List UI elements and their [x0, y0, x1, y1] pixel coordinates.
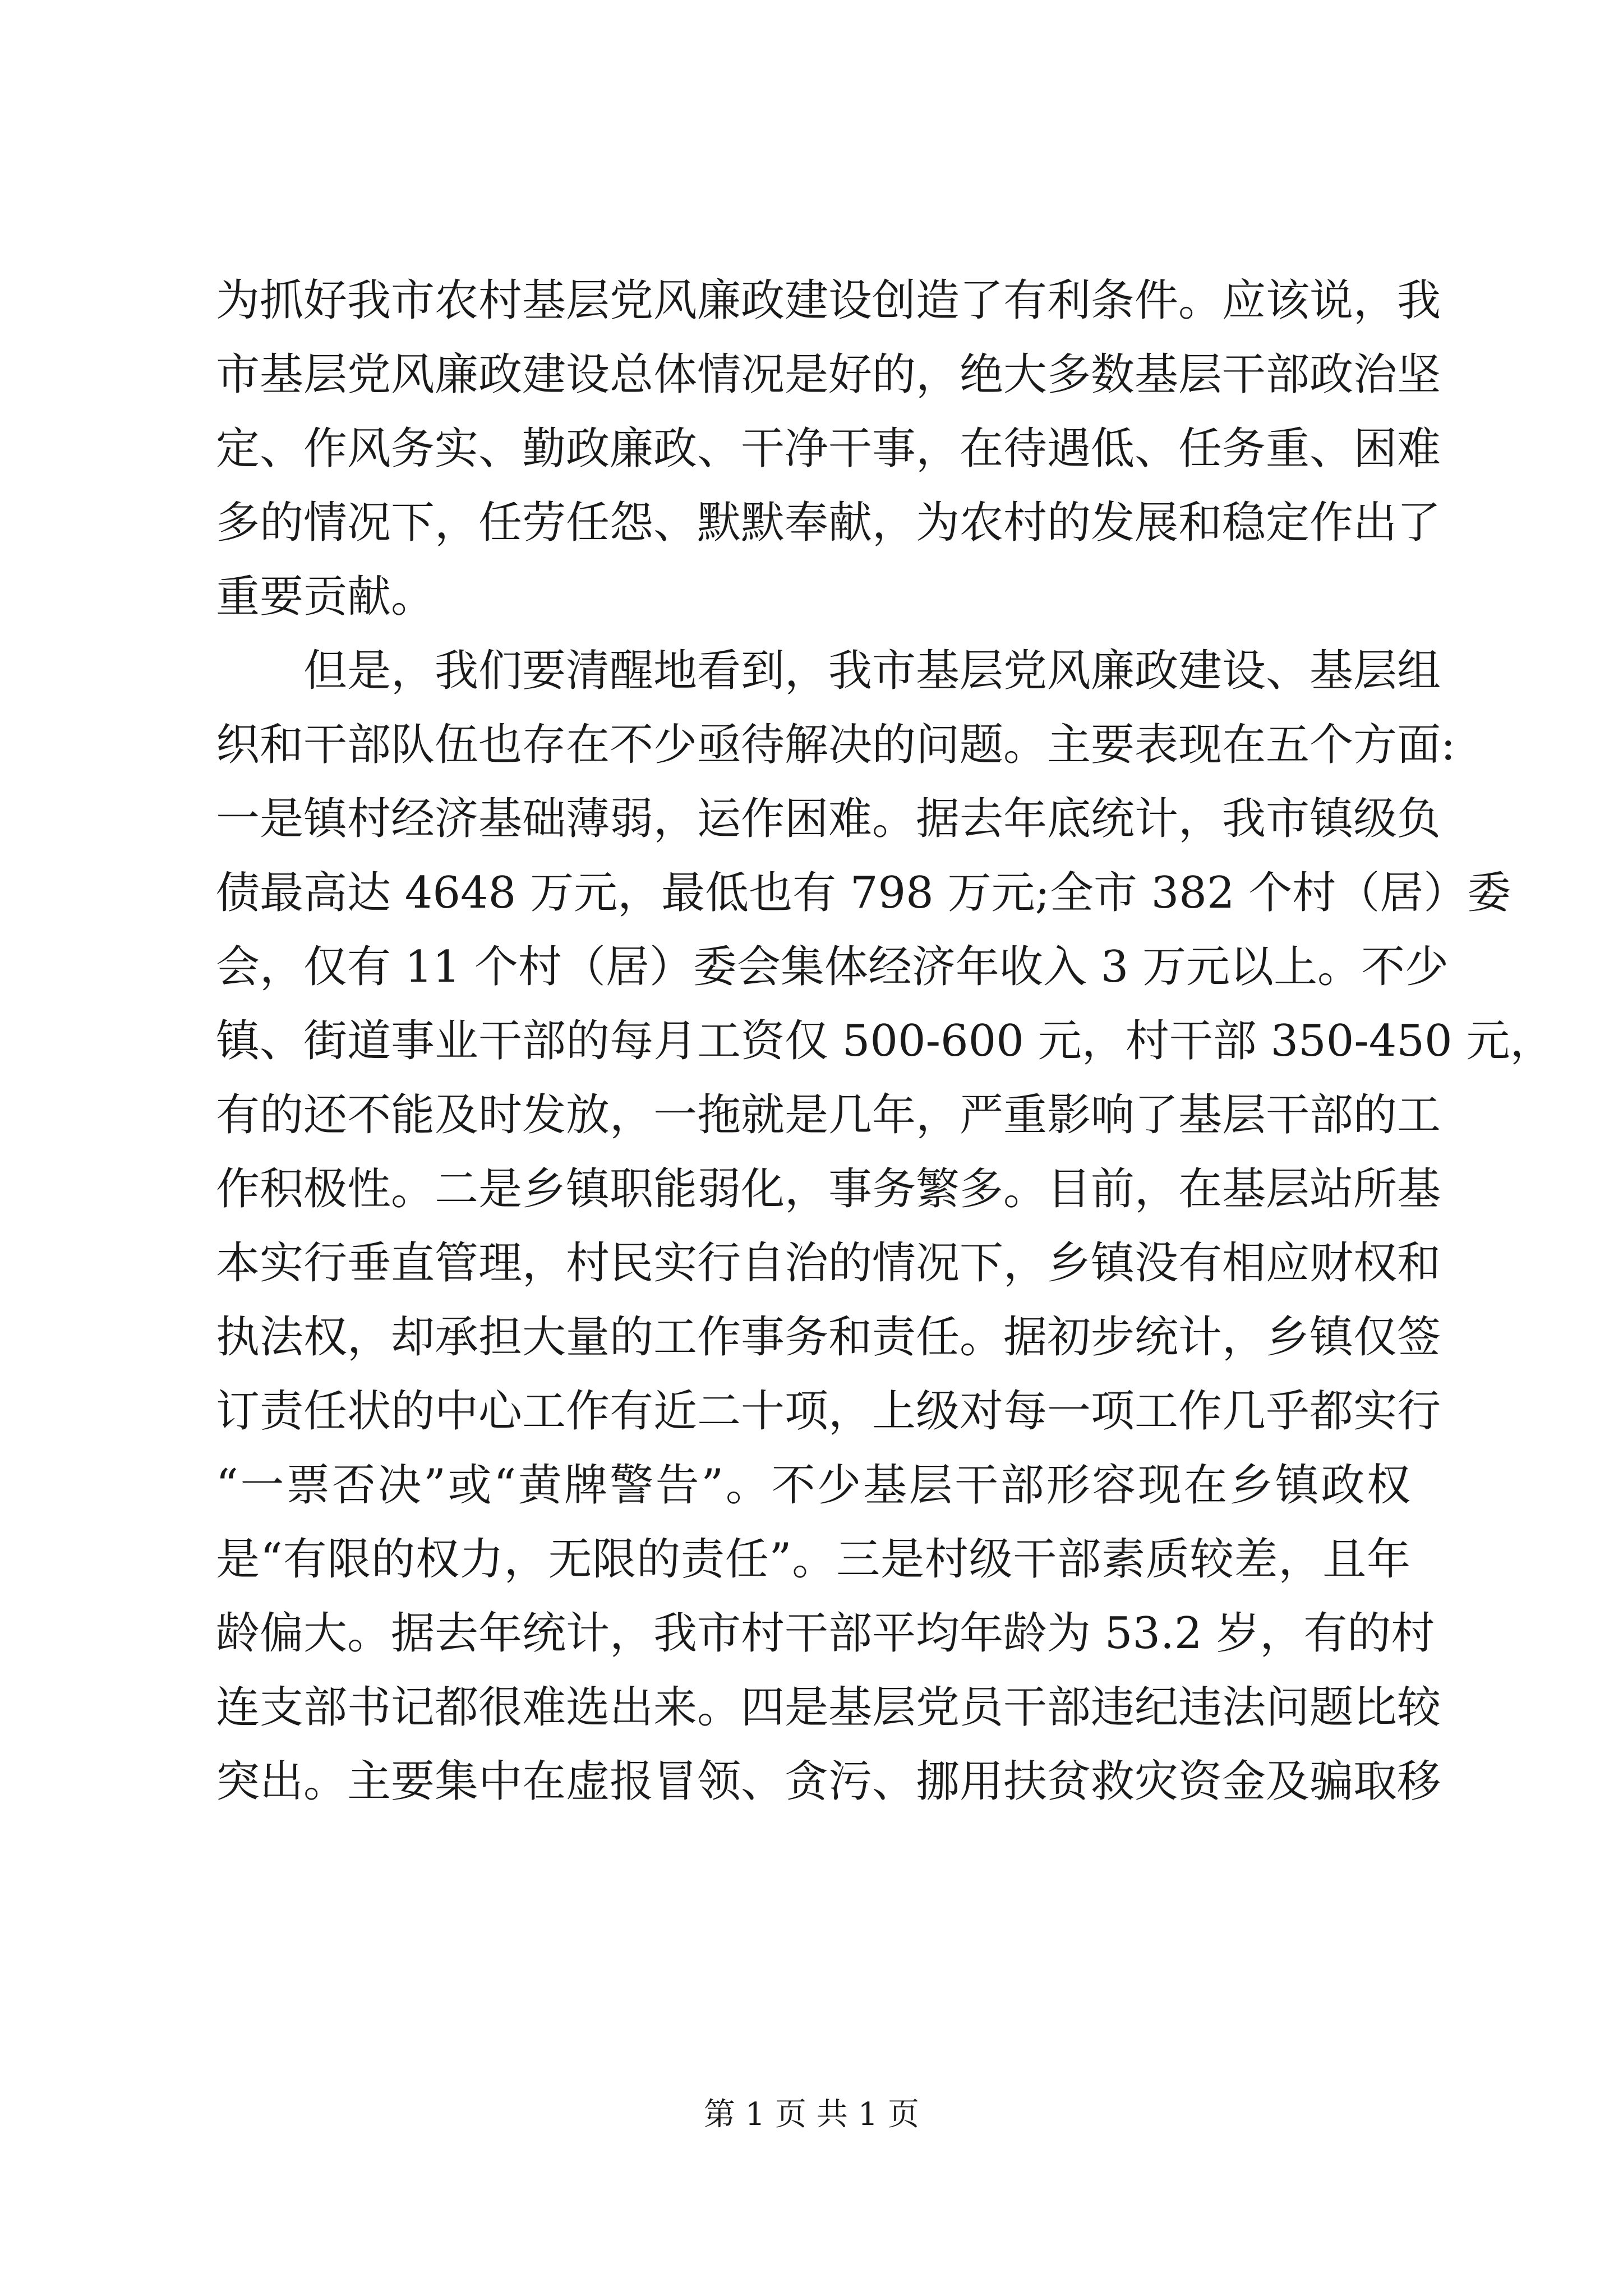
text-line: 一是镇村经济基础薄弱，运作困难。据去年底统计，我市镇级负: [216, 794, 1441, 844]
text-line: 本实行垂直管理，村民实行自治的情况下，乡镇没有相应财权和: [216, 1238, 1441, 1289]
text-line: 会，仅有 11 个村（居）委会集体经济年收入 3 万元以上。不少: [216, 942, 1449, 992]
text-line: 重要贡献。: [216, 572, 435, 622]
text-line: 是“有限的权力，无限的责任”。三是村级干部素质较差，且年: [216, 1534, 1410, 1585]
text-line: 多的情况下，任劳任怨、默默奉献，为农村的发展和稳定作出了: [216, 498, 1441, 548]
text-line: 镇、街道事业干部的每月工资仅 500-600 元，村干部 350-450 元，: [216, 1016, 1554, 1066]
text-line: 执法权，却承担大量的工作事务和责任。据初步统计，乡镇仅签: [216, 1312, 1441, 1363]
page-number: 第 1 页 共 1 页: [703, 2096, 920, 2133]
text-line: 有的还不能及时发放，一拖就是几年，严重影响了基层干部的工: [216, 1090, 1441, 1140]
text-line: 订责任状的中心工作有近二十项，上级对每一项工作几乎都实行: [216, 1386, 1441, 1437]
text-line: 定、作风务实、勤政廉政、干净干事，在待遇低、任务重、困难: [216, 424, 1441, 474]
text-line: 突出。主要集中在虚报冒领、贪污、挪用扶贫救灾资金及骗取移: [216, 1756, 1441, 1807]
text-line: 织和干部队伍也存在不少亟待解决的问题。主要表现在五个方面:: [216, 720, 1456, 770]
text-line: “一票否决”或“黄牌警告”。不少基层干部形容现在乡镇政权: [216, 1460, 1410, 1511]
text-line: 债最高达 4648 万元，最低也有 798 万元;全市 382 个村（居）委: [216, 868, 1511, 918]
document-body: [216, 264, 1554, 1819]
page-footer: [0, 2092, 1623, 2137]
text-line: 为抓好我市农村基层党风廉政建设创造了有利条件。应该说，我: [216, 275, 1441, 326]
text-line: 但是，我们要清醒地看到，我市基层党风廉政建设、基层组: [303, 646, 1441, 696]
text-line: 作积极性。二是乡镇职能弱化，事务繁多。目前，在基层站所基: [216, 1164, 1441, 1214]
text-line: 连支部书记都很难选出来。四是基层党员干部违纪违法问题比较: [216, 1682, 1441, 1733]
text-line: 市基层党风廉政建设总体情况是好的，绝大多数基层干部政治坚: [216, 349, 1441, 400]
text-line: 龄偏大。据去年统计，我市村干部平均年龄为 53.2 岁，有的村: [216, 1608, 1435, 1659]
